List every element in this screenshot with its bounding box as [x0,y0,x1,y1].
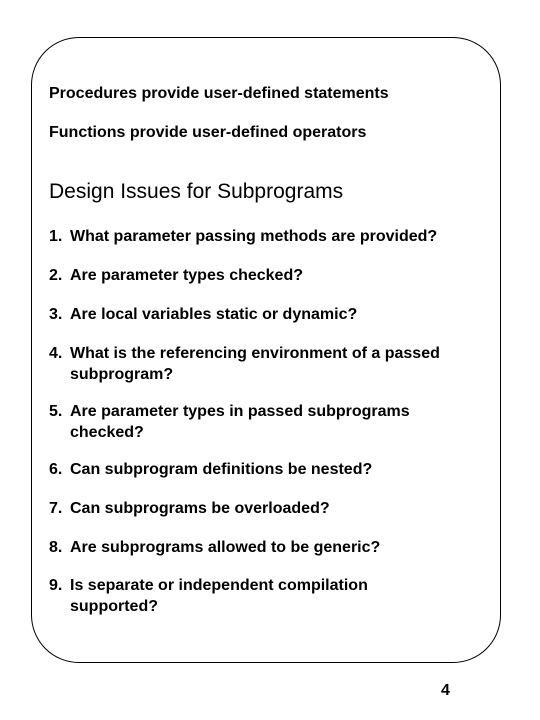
issue-text: Are local variables static or dynamic? [70,306,358,323]
issue-text: Can subprogram definitions be nested? [70,461,373,478]
section-heading: Design Issues for Subprograms [49,180,344,203]
issue-number: 7. [49,500,63,517]
issue-text: What is the referencing environment of a passed [70,345,440,362]
issue-item-1 [49,226,494,247]
issue-text-continued: checked? [70,424,144,441]
issue-number: 4. [49,345,63,362]
issue-item-8 [49,537,494,558]
issue-item-4 [49,343,494,385]
issue-number: 1. [49,228,63,245]
issue-text: Are parameter types checked? [70,267,303,284]
issue-number: 6. [49,461,63,478]
issue-item-2 [49,265,494,286]
issue-text: What parameter passing methods are provided? [70,228,438,245]
issue-number: 8. [49,539,63,556]
issue-item-7 [49,498,494,519]
issue-item-6 [49,459,494,480]
intro-procedures: Procedures provide user-defined statements [49,85,389,102]
intro-functions: Functions provide user-defined operators [49,124,367,141]
issue-text-continued: subprogram? [70,366,174,383]
issue-item-3 [49,304,494,325]
issue-item-9 [49,575,494,617]
issue-number: 3. [49,306,63,323]
issue-text: Can subprograms be overloaded? [70,500,330,517]
issue-number: 9. [49,577,63,594]
issue-text: Is separate or independent compilation [70,577,368,594]
issue-number: 5. [49,403,63,420]
issue-item-5 [49,401,494,443]
issue-text: Are parameter types in passed subprograms [70,403,410,420]
issue-text-continued: supported? [70,598,158,615]
issue-text: Are subprograms allowed to be generic? [70,539,381,556]
page-number: 4 [441,682,450,699]
issue-number: 2. [49,267,63,284]
